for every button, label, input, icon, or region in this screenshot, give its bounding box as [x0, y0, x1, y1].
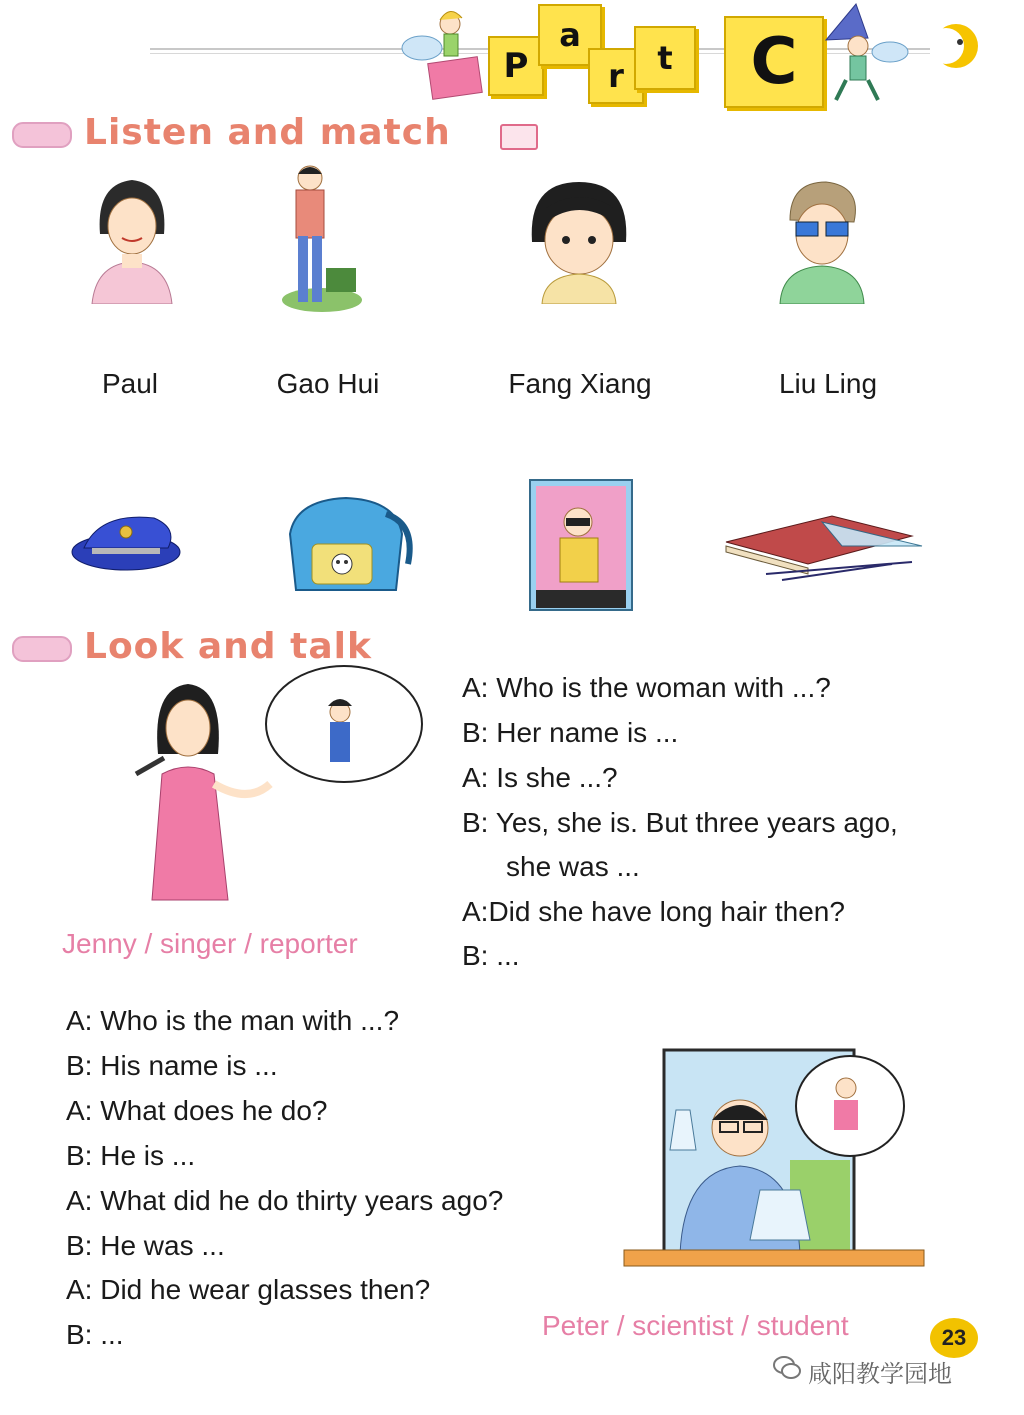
dialog2-line: B: He is ...: [66, 1140, 196, 1171]
dialog2-line: A: Who is the man with ...?: [66, 1005, 400, 1036]
dialog2-line: B: His name is ...: [66, 1050, 278, 1081]
scientist-man-illustration: [620, 1040, 936, 1270]
section-bullet-pill: [12, 636, 72, 662]
poster-illustration: [528, 478, 634, 612]
part-letter-t: t: [634, 26, 696, 90]
name-label-fang-xiang: Fang Xiang: [508, 368, 652, 399]
part-letter-p: P: [488, 36, 544, 96]
portrait-boy-glasses-illustration: [770, 176, 874, 304]
dialog1-line: B: Her name is ...: [462, 717, 679, 748]
wechat-icon: [772, 1354, 802, 1382]
part-letter-c: C: [724, 16, 824, 108]
name-label-paul: Paul: [101, 368, 159, 399]
dialog1-line: B: ...: [462, 940, 520, 971]
dialog1-line: A:Did she have long hair then?: [462, 896, 845, 927]
police-cap-illustration: [70, 508, 182, 578]
fairy-right-illustration: [816, 0, 912, 104]
dialog2-line: B: ...: [66, 1319, 124, 1350]
page-number-badge: 23: [930, 1318, 978, 1358]
watermark-text: 咸阳教学园地: [808, 1361, 952, 1388]
caption-jenny: Jenny / singer / reporter: [62, 928, 358, 959]
cassette-tape-icon: [500, 124, 538, 150]
portrait-man-standing-illustration: [262, 160, 362, 314]
dialog1-line: she was ...: [506, 851, 640, 882]
section-bullet-pill: [12, 122, 72, 148]
dialog1-line: A: Who is the woman with ...?: [462, 672, 831, 703]
dialog2-line: A: What did he do thirty years ago?: [66, 1185, 504, 1216]
moon-icon: [930, 20, 982, 72]
part-letter-r: r: [588, 48, 644, 104]
part-letter-a: a: [538, 4, 602, 66]
portrait-girl-illustration: [524, 178, 634, 304]
caption-peter: Peter / scientist / student: [542, 1310, 849, 1341]
school-backpack-illustration: [276, 494, 416, 596]
dialog1-line: B: Yes, she is. But three years ago,: [462, 807, 898, 838]
portrait-woman-illustration: [82, 174, 182, 304]
singer-woman-illustration: [128, 664, 454, 908]
dialog2-line: B: He was ...: [66, 1230, 225, 1261]
dialog1-line: A: Is she ...?: [462, 762, 618, 793]
dialog2-line: A: Did he wear glasses then?: [66, 1274, 431, 1305]
name-label-liu-ling: Liu Ling: [778, 368, 878, 399]
name-label-gao-hui: Gao Hui: [276, 368, 380, 399]
books-and-rulers-illustration: [722, 502, 928, 584]
look-talk-title: Look and talk: [84, 626, 372, 667]
dialog2-line: A: What does he do?: [66, 1095, 328, 1126]
listen-match-title: Listen and match: [84, 112, 451, 153]
fairy-left-illustration: [400, 0, 490, 104]
